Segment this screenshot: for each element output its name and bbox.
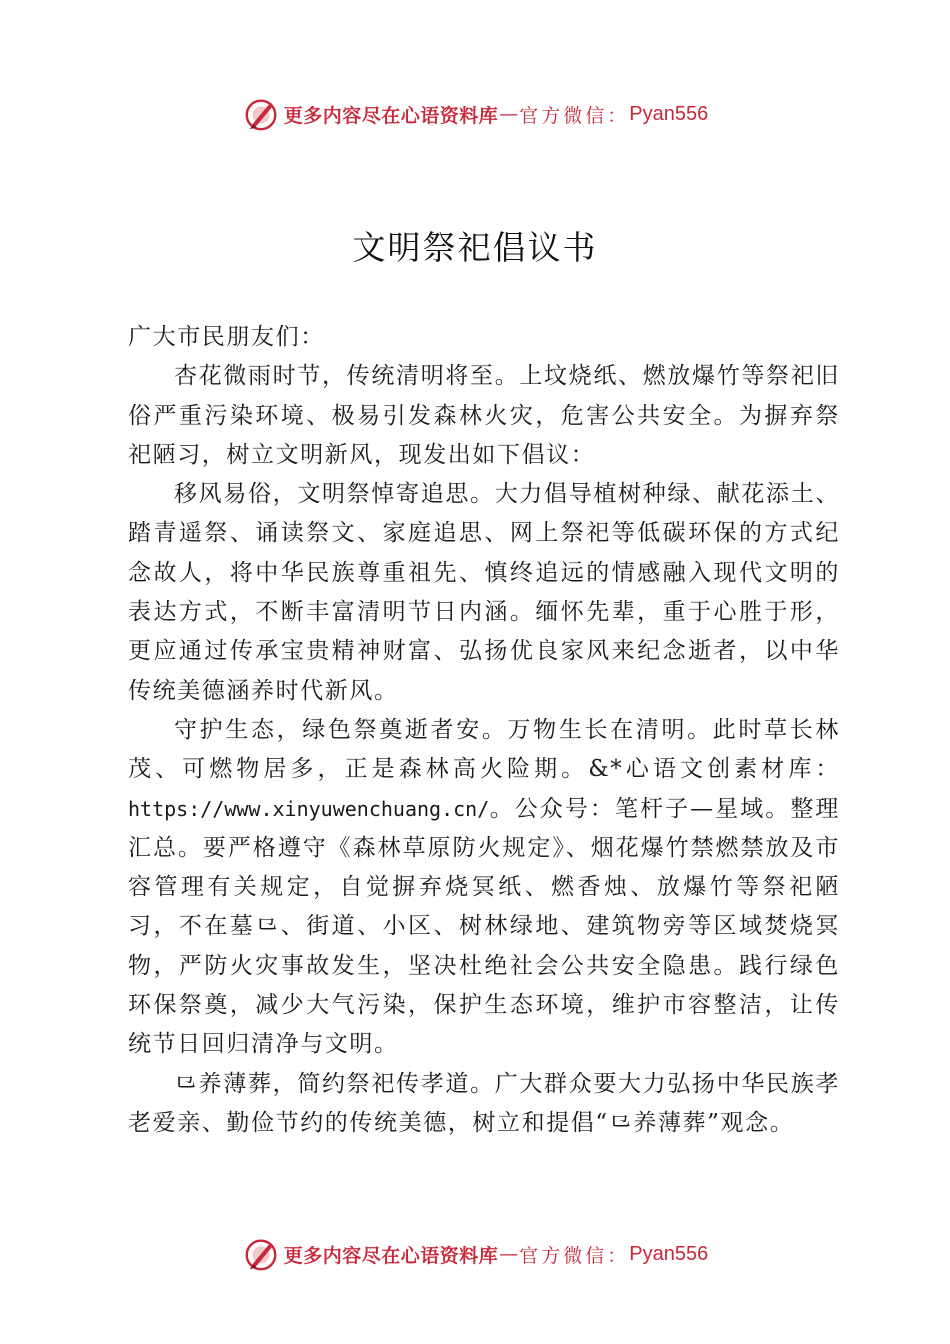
- paragraph-2: 移风易俗，文明祭悼寄追思。大力倡导植树种绿、献花添土、踏青遥祭、诵读祭文、家庭追思、网上祭祀等低碳环保的方式纪念故人，将中华民族尊重祖先、慎终追远的情感融入现代文明的表达方式，不断丰富清明节日内涵。缅怀先辈，重于心胜于形， 更应通过传承宝贵精神财富、弘扬优良家风来纪念逝者，以中华传统美德涵养时代新风。: [128, 481, 840, 704]
- greeting: 广大市民朋友们：: [128, 324, 325, 350]
- paragraph-4: ⺋养薄葬，简约祭祀传孝道。广大群众要大力弘扬中华民族孝老爱亲、勤俭节约的传统美德，树立和提倡“⺋养薄葬”观念。: [128, 1070, 840, 1136]
- banner-wechat-id: Pyan556: [629, 1242, 709, 1265]
- paragraph-3: [128, 711, 840, 1065]
- paragraph-3-after: 。公众号：笔杆子—星域。整理汇总。要严格遵守《森林草原防火规定》、烟花爆竹禁燃禁放及市容管理有关规定，自觉摒弃烧冥纸、燃香烛、放爆竹等祭祀陋习，不在墓⺋、街道、小区、树林绿地、建筑物旁等区域焚烧冥物，严防火灾事故发生，坚决杜绝社会公共安全隐患。践行绿色环保祭奠，减少大气污染，保护生态环境，维护市容整洁，让传统节日回归清净与文明。: [128, 795, 840, 1058]
- banner-separator: —: [499, 103, 519, 125]
- banner-text: 更多内容尽在心语资料库: [283, 104, 499, 127]
- document-title: 文明祭祀倡议书: [352, 228, 598, 267]
- brush-logo-icon: [242, 1235, 280, 1273]
- header-watermark-banner: [0, 92, 950, 136]
- banner-wechat-label: 官方微信：: [519, 104, 630, 127]
- banner-separator: —: [499, 1243, 519, 1265]
- footer-watermark-banner: [0, 1232, 950, 1276]
- brush-logo-icon: [242, 95, 280, 133]
- banner-wechat-id: Pyan556: [629, 102, 709, 125]
- banner-wechat-label: 官方微信：: [519, 1244, 630, 1267]
- source-url: https://www.xinyuwenchuang.cn/: [128, 796, 490, 821]
- paragraph-3-before: 守护生态，绿色祭奠逝者安。万物生长在清明。此时草长林茂、可燃物居多，正是森林高火险期。&*心语文创素材库：: [128, 716, 840, 783]
- paragraph-1: 杏花微雨时节，传统清明将至。上坟烧纸、燃放爆竹等祭祀旧俗严重污染环境、极易引发森林火灾，危害公共安全。为摒弃祭祀陋习，树立文明新风，现发出如下倡议：: [128, 363, 840, 468]
- document-body: [128, 318, 840, 1143]
- banner-text: 更多内容尽在心语资料库: [283, 1244, 499, 1267]
